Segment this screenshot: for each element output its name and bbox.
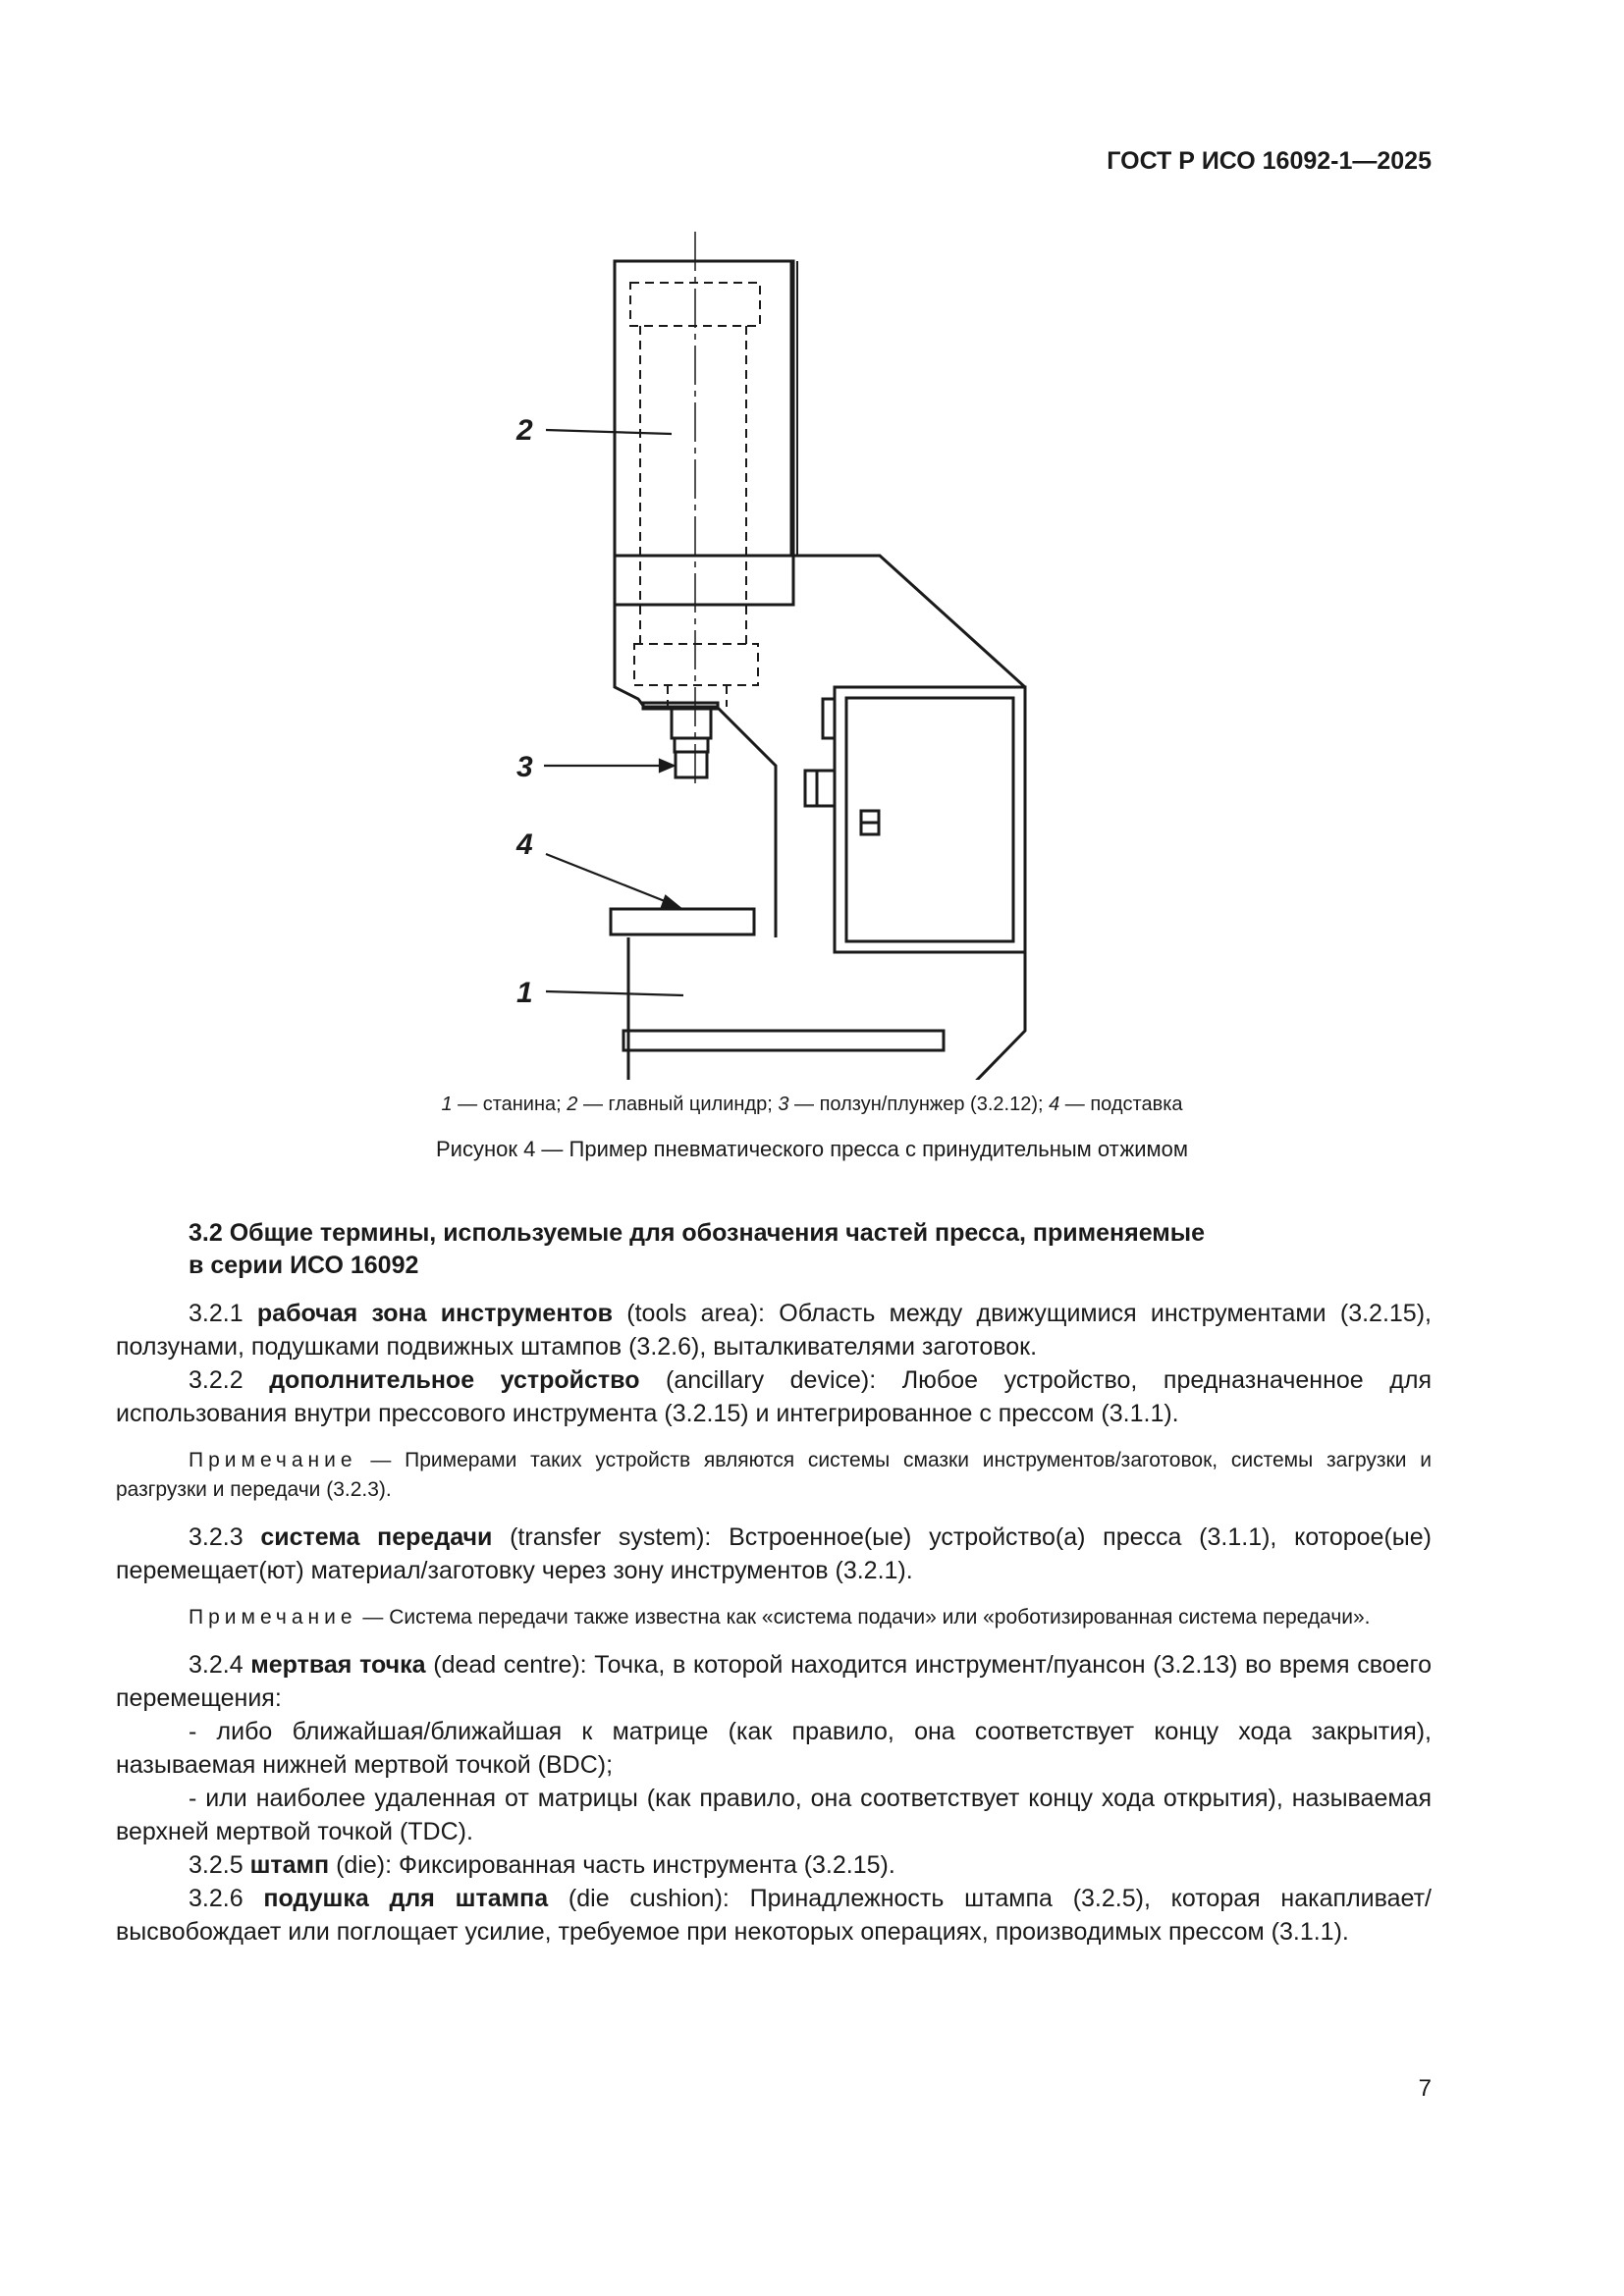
note-1: Примечание — Примерами таких устройств являются системы смазки инструментов/заготовок, системы загрузки и разгрузки и передачи (3.2.3). [116, 1449, 1432, 1501]
bolster [611, 909, 754, 934]
press-frame [615, 556, 1025, 1080]
ram [672, 709, 711, 738]
figure-legend: 1 — станина; 2 — главный цилиндр; 3 — ползун/плунжер (3.2.12); 4 — подставка [441, 1094, 1183, 1115]
control-cabinet [835, 687, 1025, 952]
term-3-2-4: 3.2.4 мертвая точка (dead centre): Точка, в которой находится инструмент/пуансон (3.2.13) во время своего перемещения: [116, 1651, 1432, 1712]
piston-bottom [634, 644, 758, 685]
term-3-2-2: 3.2.2 дополнительное устройство (ancillary device): Любое устройство, предназначенное для использования внутри прессового инструмента (3.2.15) и интегрированное с прессом (3.1.1). [116, 1366, 1432, 1427]
page-number: 7 [1418, 2075, 1432, 2102]
term-3-2-6: 3.2.6 подушка для штампа (die cushion): Принадлежность штампа (3.2.5), которая накапливает/высвобождает или поглощает усилие, требуемое при некоторых операциях, производимых прессом (3.1.1). [116, 1885, 1433, 1946]
term-3-2-1: 3.2.1 рабочая зона инструментов (tools area): Область между движущимися инструментами (3.2.15), ползунами, подушками подвижных штампов (3.2.6), выталкивателями заготовок. [116, 1300, 1432, 1361]
label-3: 3 [516, 751, 533, 783]
term-3-2-4-item-1: - либо ближайшая/ближайшая к матрице (как правило, она соответствует концу хода закрытия), называемая нижней мертвой точкой (BDC); [116, 1718, 1432, 1779]
figure-caption: Рисунок 4 — Пример пневматического пресса с принудительным отжимом [436, 1137, 1188, 1161]
note-2: Примечание — Система передачи также известна как «система подачи» или «роботизированная система передачи». [189, 1606, 1371, 1629]
term-3-2-3: 3.2.3 система передачи (transfer system): Встроенное(ые) устройство(а) пресса (3.1.1), которое(ые) перемещает(ют) материал/заготовку через зону инструментов (3.2.1). [116, 1523, 1432, 1584]
term-3-2-4-item-2: - или наиболее удаленная от матрицы (как правило, она соответствует концу хода открытия), называемая верхней мертвой точкой (TDC). [116, 1785, 1432, 1845]
document-header: ГОСТ Р ИСО 16092-1—2025 [1107, 147, 1432, 175]
label-1: 1 [516, 977, 533, 1009]
section-heading: 3.2 Общие термины, используемые для обозначения частей пресса, применяемые в серии ИСО 16092 [189, 1219, 1206, 1279]
press-base [623, 1031, 944, 1050]
term-3-2-5: 3.2.5 штамп (die): Фиксированная часть инструмента (3.2.15). [189, 1851, 895, 1879]
section-content [116, 1217, 1432, 1949]
press-figure [491, 216, 1100, 1080]
label-2: 2 [516, 414, 533, 447]
label-4: 4 [516, 828, 533, 861]
